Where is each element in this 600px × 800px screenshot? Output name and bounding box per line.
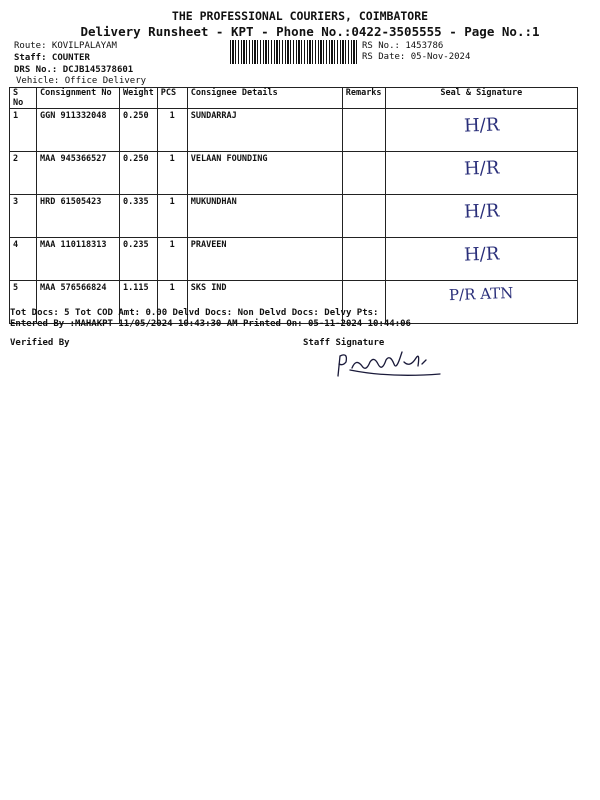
cell-consignee: VELAAN FOUNDING — [187, 152, 342, 195]
cell-weight: 0.335 — [120, 195, 158, 238]
cell-remarks — [342, 238, 385, 281]
barcode — [230, 40, 358, 64]
cell-seal — [385, 281, 577, 324]
cell-seal — [385, 109, 577, 152]
company-name: THE PROFESSIONAL COURIERS, COIMBATORE — [171, 9, 429, 23]
route-label: Route: KOVILPALAYAM — [14, 41, 117, 51]
handwritten-mark: H/R — [463, 200, 500, 223]
col-consignee: Consignee Details — [187, 88, 342, 109]
col-weight: Weight — [120, 88, 158, 109]
cell-pcs: 1 — [157, 281, 187, 324]
totals-line: Tot Docs: 5 Tot COD Amt: 0.00 Delvd Docs: Non Delvd Docs: Delvy Pts: — [10, 308, 379, 318]
cell-sno: 3 — [10, 195, 37, 238]
handwritten-mark: P/R ATN — [448, 283, 514, 305]
col-seal: Seal & Signature — [385, 88, 577, 109]
cell-sno: 5 — [10, 281, 37, 324]
cell-consignment: MAA 576566824 — [37, 281, 120, 324]
cell-remarks — [342, 109, 385, 152]
verified-by-label: Verified By — [10, 338, 70, 348]
cell-consignment: GGN 911332048 — [37, 109, 120, 152]
cell-pcs: 1 — [157, 152, 187, 195]
cell-sno: 4 — [10, 238, 37, 281]
cell-consignment: MAA 945366527 — [37, 152, 120, 195]
handwritten-mark: H/R — [463, 114, 500, 137]
cell-seal — [385, 238, 577, 281]
table-row — [10, 152, 578, 195]
cell-remarks — [342, 195, 385, 238]
table-header-row — [10, 88, 578, 109]
cell-pcs: 1 — [157, 109, 187, 152]
col-sno: S No — [10, 88, 37, 109]
cell-sno: 2 — [10, 152, 37, 195]
cell-weight: 0.250 — [120, 109, 158, 152]
cell-pcs: 1 — [157, 195, 187, 238]
cell-pcs: 1 — [157, 238, 187, 281]
table-row — [10, 238, 578, 281]
cell-weight: 0.250 — [120, 152, 158, 195]
vehicle-label: Vehicle: Office Delivery — [16, 76, 147, 86]
cell-weight: 1.115 — [120, 281, 158, 324]
cell-seal — [385, 152, 577, 195]
table-row — [10, 109, 578, 152]
drs-number: DRS No.: DCJB145378601 — [14, 65, 134, 75]
cell-consignee: MUKUNDHAN — [187, 195, 342, 238]
entered-by-line: Entered By :MAHAKPT 11/05/2024 10:43:30 AM Printed On: 05-11-2024 10:44:06 — [10, 319, 411, 329]
rs-number: RS No.: 1453786 — [362, 41, 444, 51]
cell-remarks — [342, 152, 385, 195]
cell-weight: 0.235 — [120, 238, 158, 281]
staff-label: Staff: COUNTER — [14, 53, 90, 63]
cell-consignee: PRAVEEN — [187, 238, 342, 281]
handwritten-mark: H/R — [463, 157, 500, 180]
rs-date: RS Date: 05-Nov-2024 — [362, 52, 471, 62]
cell-sno: 1 — [10, 109, 37, 152]
staff-signature-icon — [330, 348, 450, 382]
cell-consignment: MAA 110118313 — [37, 238, 120, 281]
cell-consignee: SKS IND — [187, 281, 342, 324]
col-consignment: Consignment No — [37, 88, 120, 109]
col-remarks: Remarks — [342, 88, 385, 109]
cell-consignee: SUNDARRAJ — [187, 109, 342, 152]
staff-signature-label: Staff Signature — [303, 338, 385, 348]
col-pcs: PCS — [157, 88, 187, 109]
handwritten-mark: H/R — [463, 243, 500, 266]
runsheet-table — [9, 87, 578, 324]
table-row — [10, 195, 578, 238]
cell-seal — [385, 195, 577, 238]
runsheet-title: Delivery Runsheet - KPT - Phone No.:0422-3505555 - Page No.:1 — [80, 24, 540, 39]
cell-consignment: HRD 61505423 — [37, 195, 120, 238]
